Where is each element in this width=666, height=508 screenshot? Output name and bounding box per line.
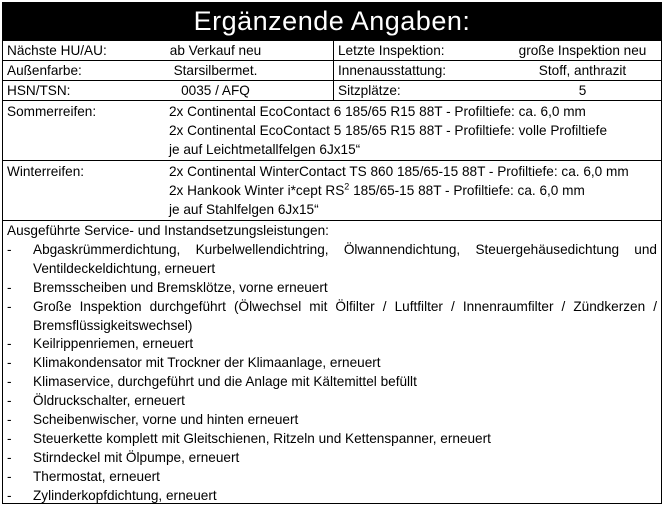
service-item-text: Keilrippenriemen, erneuert [33, 336, 194, 352]
summer-tires-label: Sommerreifen: [7, 104, 97, 119]
service-list-item [7, 298, 657, 336]
tire-line: 2x Continental WinterContact TS 860 185/65-15 88T - Profiltiefe: ca. 6,0 mm [169, 164, 629, 179]
sheet-title: Ergänzende Angaben: [3, 3, 661, 40]
bullet-dash: - [7, 430, 12, 446]
service-list-item [7, 241, 657, 279]
bullet-dash: - [7, 241, 12, 257]
bullet-dash: - [7, 355, 12, 371]
field-value: Starsilbermet. [173, 63, 258, 78]
service-list-item [7, 279, 657, 298]
field-value: Stoff, anthrazit [538, 63, 627, 78]
field-label: Nächste HU/AU: [7, 43, 107, 58]
service-list-item [7, 373, 657, 392]
info-sheet [2, 2, 662, 504]
field-label: Letzte Inspektion: [338, 43, 445, 58]
service-item-text: Steuerkette komplett mit Gleitschienen, Ritzeln und Kettenspanner, erneuert [33, 430, 491, 446]
bullet-dash: - [7, 374, 12, 390]
service-item-text: Thermostat, erneuert [33, 468, 160, 484]
service-item-text: Klimaservice, durchgeführt und die Anlage mit Kältemittel befüllt [33, 374, 417, 390]
tire-line: 2x Continental EcoContact 5 185/65 R15 88T - Profiltiefe: volle Profiltiefe [169, 123, 608, 138]
service-item-text: Klimakondensator mit Trockner der Klimaanlage, erneuert [33, 355, 381, 371]
service-list-item [7, 487, 657, 506]
info-row [3, 40, 661, 60]
bullet-dash: - [7, 279, 12, 295]
info-cell-right [334, 61, 661, 80]
service-list-item [7, 392, 657, 411]
service-list-item [7, 449, 657, 468]
service-list-item [7, 354, 657, 373]
service-item-text: Stirndeckel mit Ölpumpe, erneuert [33, 449, 240, 465]
info-row [3, 60, 661, 80]
bullet-dash: - [7, 487, 12, 503]
bullet-dash: - [7, 468, 12, 484]
winter-tires-label: Winterreifen: [7, 164, 85, 179]
tire-line [169, 181, 661, 200]
field-value: große Inspektion neu [518, 43, 647, 58]
tire-line-text: 2x Hankook Winter i*cept RS [169, 183, 345, 198]
info-cell-right [334, 41, 661, 60]
tire-line: je auf Leichtmetallfelgen 6Jx15“ [169, 142, 361, 157]
bullet-dash: - [7, 412, 12, 428]
service-list-item [7, 468, 657, 487]
info-row [3, 80, 661, 100]
field-value: ab Verkauf neu [169, 43, 262, 58]
tire-superscript: 2 [344, 181, 350, 192]
service-item-text: Bremsscheiben und Bremsklötze, vorne erneuert [33, 279, 328, 295]
winter-tires-section [3, 160, 661, 220]
bullet-dash: - [7, 393, 12, 409]
service-heading: Ausgeführte Service- und Instandsetzungsleistungen: [7, 223, 329, 238]
service-list-item [7, 430, 657, 449]
service-item-text: Zylinderkopfdichtung, erneuert [33, 487, 217, 503]
tire-line-text: 185/65-15 88T - Profiltiefe: ca. 6,0 mm [349, 183, 585, 198]
service-section [3, 220, 661, 506]
service-list-item [7, 411, 657, 430]
bullet-dash: - [7, 298, 12, 314]
info-cell-right [334, 81, 661, 100]
service-list [7, 241, 657, 506]
field-label: Innenausstattung: [338, 63, 447, 78]
service-list-item [7, 335, 657, 354]
bullet-dash: - [7, 449, 12, 465]
tire-line: je auf Stahlfelgen 6Jx15“ [169, 202, 319, 217]
field-label: Sitzplätze: [338, 83, 401, 98]
info-cell-left [3, 41, 334, 60]
field-label: Außenfarbe: [7, 63, 82, 78]
service-item-text: Große Inspektion durchgeführt (Ölwechsel mit Ölfilter / Luftfilter / Innenraumfilter / Zündkerzen / Bremsflüssigkeitswechsel) [33, 298, 657, 333]
service-item-text: Öldruckschalter, erneuert [33, 393, 185, 409]
tire-line: 2x Continental EcoContact 6 185/65 R15 88T - Profiltiefe: ca. 6,0 mm [169, 104, 586, 119]
service-item-text: Scheibenwischer, vorne und hinten erneuert [33, 412, 299, 428]
field-label: HSN/TSN: [7, 83, 71, 98]
field-value: 5 [578, 83, 587, 98]
bullet-dash: - [7, 336, 12, 352]
summer-tires-section [3, 100, 661, 160]
field-value: 0035 / AFQ [181, 83, 250, 98]
info-cell-left [3, 81, 334, 100]
service-item-text: Abgaskrümmerdichtung, Kurbelwellendichtring, Ölwannendichtung, Steuergehäusedichtung und Ventildeckeldichtung, erneuert [33, 241, 657, 276]
info-cell-left [3, 61, 334, 80]
